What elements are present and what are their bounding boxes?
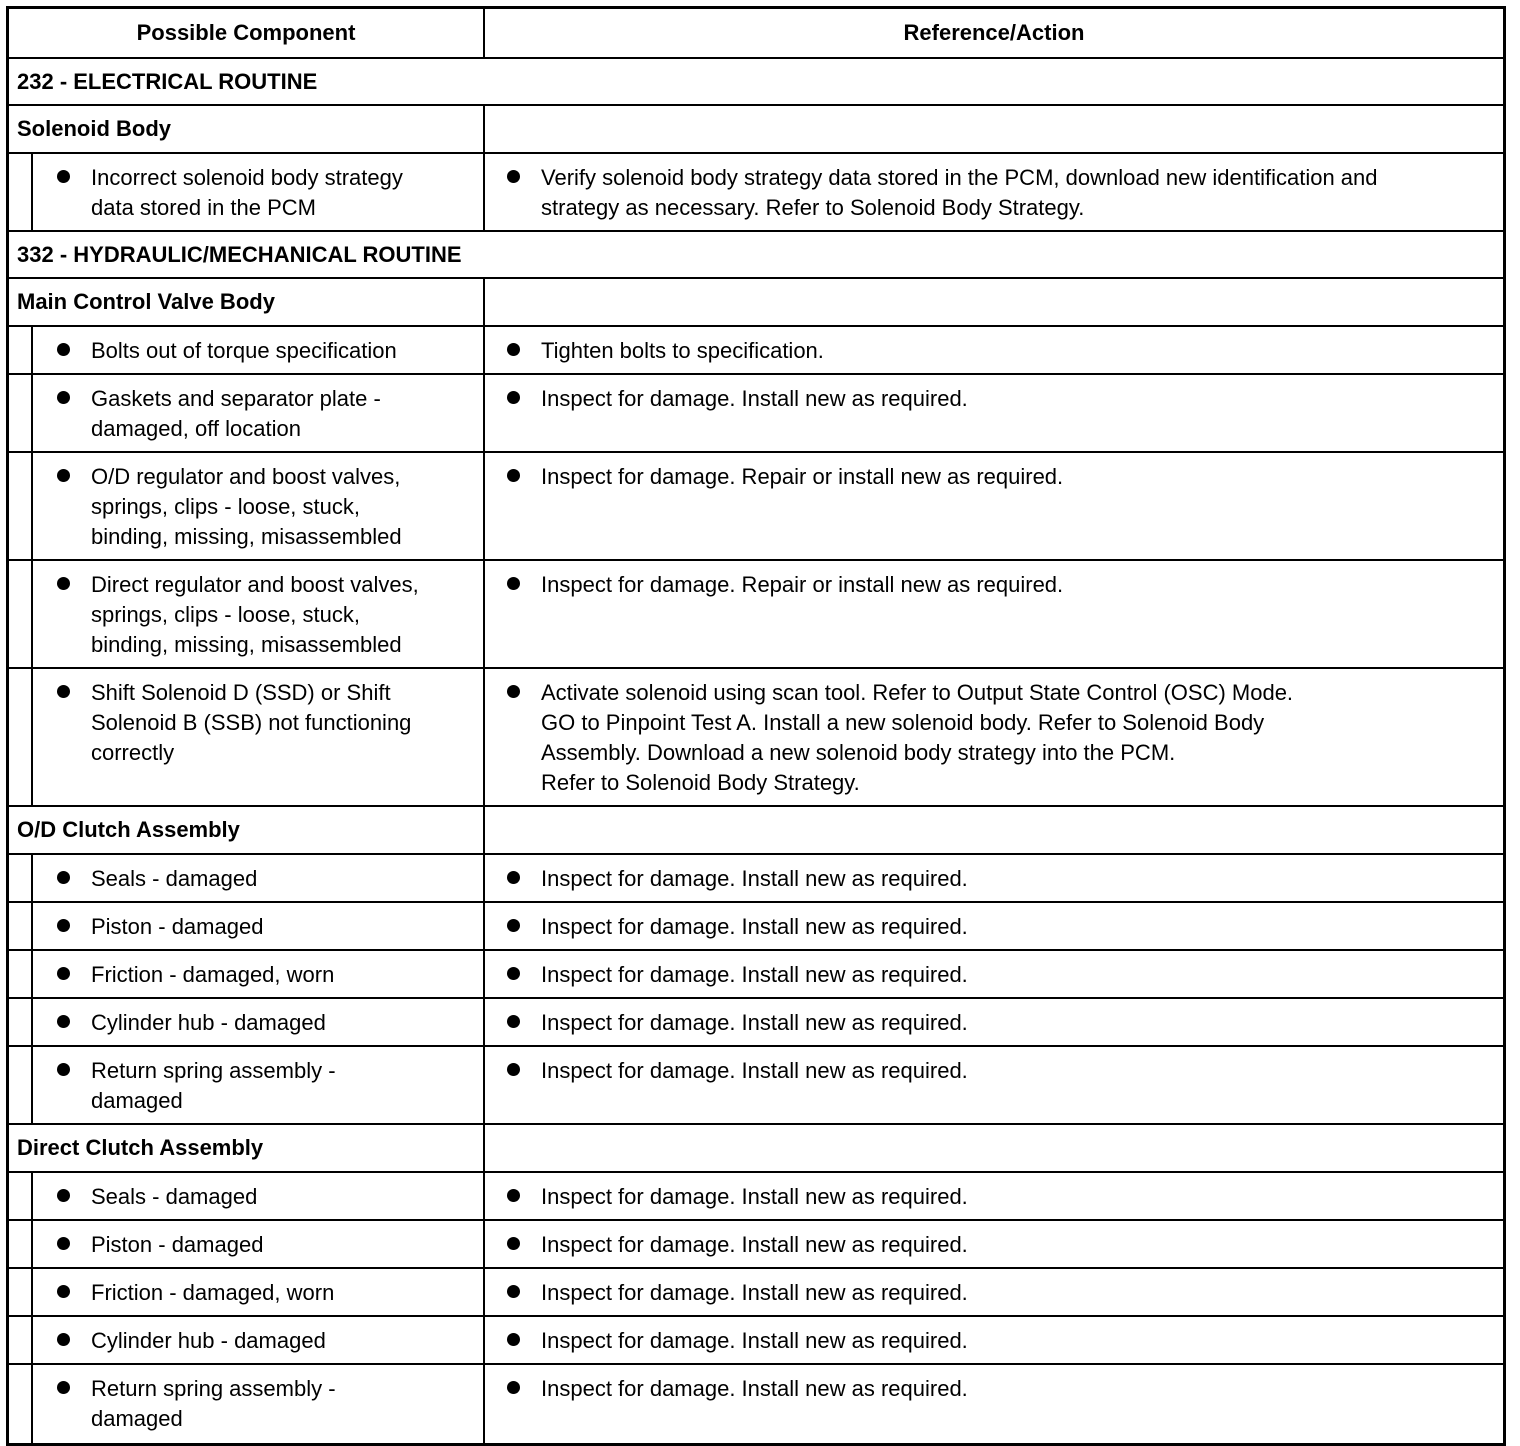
component-text: Direct regulator and boost valves, springs, clips - loose, stuck, binding, missing, misassembled	[91, 572, 419, 657]
component-text: Cylinder hub - damaged	[91, 1010, 326, 1035]
action-text: Inspect for damage. Install new as required.	[541, 914, 968, 939]
bullet-icon	[507, 1015, 520, 1028]
action-text: Inspect for damage. Install new as required.	[541, 1058, 968, 1083]
bullet-icon	[507, 967, 520, 980]
action-text: Inspect for damage. Install new as required.	[541, 1376, 968, 1401]
table-row	[9, 997, 1503, 1045]
table-row	[9, 1363, 1503, 1443]
component-text: Shift Solenoid D (SSD) or Shift Solenoid B (SSB) not functioning correctly	[91, 680, 412, 765]
bullet-icon	[507, 391, 520, 404]
action-text: Inspect for damage. Repair or install new as required.	[541, 572, 1064, 597]
table-row	[9, 559, 1503, 667]
bullet-icon	[507, 1381, 520, 1394]
bullet-icon	[507, 170, 520, 183]
component-text: Piston - damaged	[91, 1232, 264, 1257]
bullet-icon	[57, 1333, 70, 1346]
action-text: Inspect for damage. Install new as required.	[541, 866, 968, 891]
component-text: Return spring assembly - damaged	[91, 1058, 336, 1113]
component-text: O/D regulator and boost valves, springs, clips - loose, stuck, binding, missing, misassembled	[91, 464, 402, 549]
bullet-icon	[57, 871, 70, 884]
table-header-row	[9, 9, 1503, 57]
bullet-icon	[57, 577, 70, 590]
section-title-electrical: 232 - ELECTRICAL ROUTINE	[17, 68, 318, 94]
component-text: Cylinder hub - damaged	[91, 1328, 326, 1353]
table-row	[9, 1219, 1503, 1267]
table-row	[9, 1267, 1503, 1315]
bullet-icon	[57, 1237, 70, 1250]
component-text: Return spring assembly - damaged	[91, 1376, 336, 1431]
group-title-main-control-valve-body: Main Control Valve Body	[9, 279, 485, 325]
group-row	[9, 104, 1503, 152]
bullet-icon	[507, 1237, 520, 1250]
section-title-hydraulic: 332 - HYDRAULIC/MECHANICAL ROUTINE	[17, 241, 462, 267]
action-text: Verify solenoid body strategy data stored in the PCM, download new identification and strategy as necessary. Refer to Solenoid Body Strategy.	[541, 165, 1378, 220]
bullet-icon	[507, 1189, 520, 1202]
table-row	[9, 667, 1503, 805]
component-text: Friction - damaged, worn	[91, 962, 335, 987]
group-action-empty	[485, 1125, 1503, 1171]
component-text: Seals - damaged	[91, 866, 258, 891]
action-text: Activate solenoid using scan tool. Refer to Output State Control (OSC) Mode. GO to Pinpoint Test A. Install a new solenoid body. Refer to Solenoid Body Assembly. Download a new solenoid body strategy into the PCM. Refer to Solenoid Body Strategy.	[541, 680, 1294, 795]
bullet-icon	[507, 1063, 520, 1076]
group-title-direct-clutch-assembly: Direct Clutch Assembly	[9, 1125, 485, 1171]
bullet-icon	[507, 1285, 520, 1298]
group-title-solenoid-body: Solenoid Body	[9, 106, 485, 152]
table-row	[9, 1315, 1503, 1363]
section-row	[9, 230, 1503, 277]
bullet-icon	[507, 343, 520, 356]
action-text: Inspect for damage. Install new as required.	[541, 1184, 968, 1209]
diagnostic-table	[6, 6, 1506, 1446]
group-action-empty	[485, 106, 1503, 152]
table-row	[9, 901, 1503, 949]
bullet-icon	[57, 967, 70, 980]
bullet-icon	[507, 469, 520, 482]
table-row	[9, 949, 1503, 997]
action-text: Inspect for damage. Install new as required.	[541, 1280, 968, 1305]
table-row	[9, 451, 1503, 559]
component-text: Incorrect solenoid body strategy data stored in the PCM	[91, 165, 403, 220]
action-text: Inspect for damage. Install new as required.	[541, 1328, 968, 1353]
bullet-icon	[57, 919, 70, 932]
action-text: Tighten bolts to specification.	[541, 338, 824, 363]
bullet-icon	[57, 170, 70, 183]
table-row	[9, 373, 1503, 451]
bullet-icon	[507, 919, 520, 932]
group-title-od-clutch-assembly: O/D Clutch Assembly	[9, 807, 485, 853]
group-row	[9, 1123, 1503, 1171]
action-text: Inspect for damage. Install new as required.	[541, 1232, 968, 1257]
bullet-icon	[507, 577, 520, 590]
action-text: Inspect for damage. Repair or install new as required.	[541, 464, 1064, 489]
section-row	[9, 57, 1503, 104]
table-row	[9, 1045, 1503, 1123]
bullet-icon	[507, 685, 520, 698]
action-text: Inspect for damage. Install new as required.	[541, 1010, 968, 1035]
bullet-icon	[57, 343, 70, 356]
table-row	[9, 325, 1503, 373]
header-reference-action: Reference/Action	[903, 20, 1085, 45]
bullet-icon	[57, 1285, 70, 1298]
group-row	[9, 277, 1503, 325]
bullet-icon	[57, 469, 70, 482]
bullet-icon	[507, 871, 520, 884]
component-text: Bolts out of torque specification	[91, 338, 397, 363]
table-row	[9, 853, 1503, 901]
component-text: Seals - damaged	[91, 1184, 258, 1209]
bullet-icon	[57, 685, 70, 698]
component-text: Piston - damaged	[91, 914, 264, 939]
group-row	[9, 805, 1503, 853]
table-row	[9, 1171, 1503, 1219]
group-action-empty	[485, 807, 1503, 853]
bullet-icon	[57, 1189, 70, 1202]
component-text: Gaskets and separator plate - damaged, off location	[91, 386, 381, 441]
bullet-icon	[507, 1333, 520, 1346]
group-action-empty	[485, 279, 1503, 325]
table-row	[9, 152, 1503, 230]
component-text: Friction - damaged, worn	[91, 1280, 335, 1305]
bullet-icon	[57, 1063, 70, 1076]
header-possible-component: Possible Component	[9, 9, 485, 57]
action-text: Inspect for damage. Install new as required.	[541, 386, 968, 411]
bullet-icon	[57, 1381, 70, 1394]
bullet-icon	[57, 1015, 70, 1028]
action-text: Inspect for damage. Install new as required.	[541, 962, 968, 987]
bullet-icon	[57, 391, 70, 404]
